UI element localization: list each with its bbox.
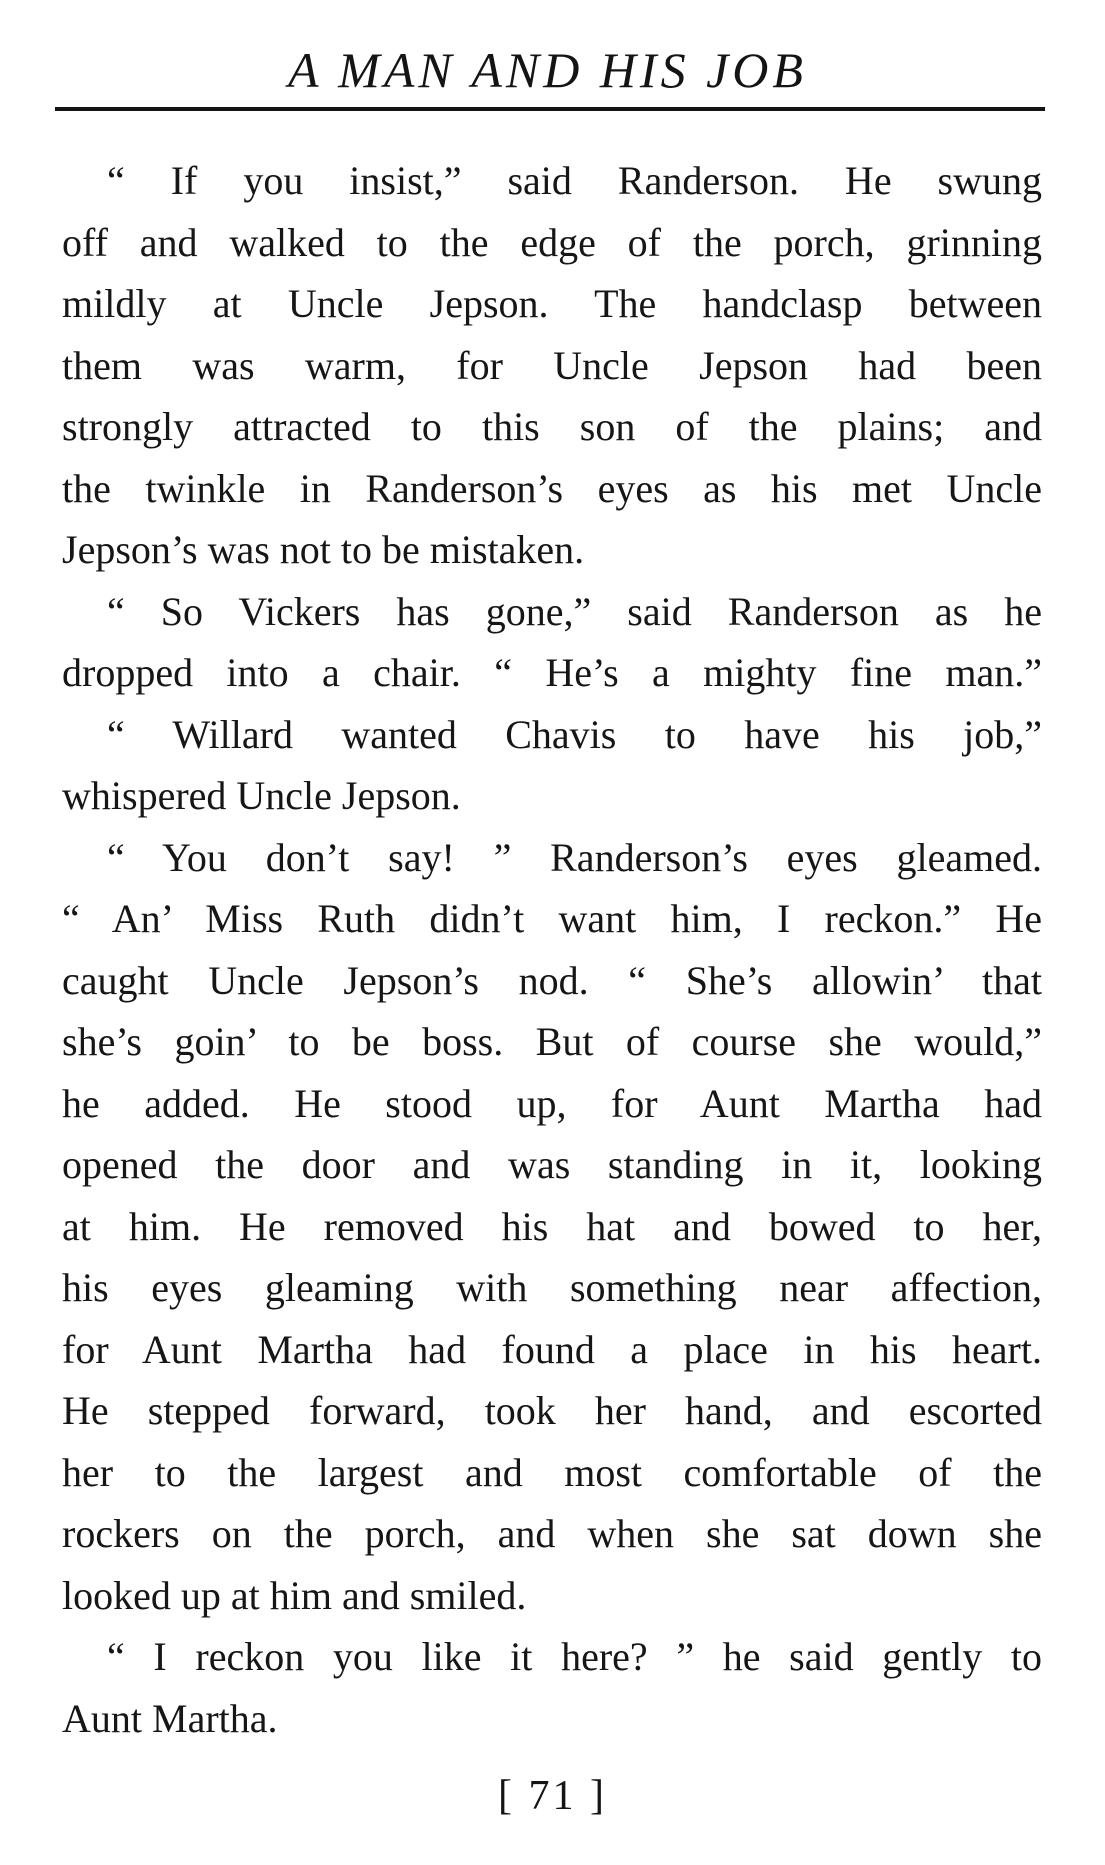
text-line: “ So Vickers has gone,” said Randerson as he [107,588,1042,634]
text-line: mildly at Uncle Jepson. The handclasp between [62,281,1042,326]
text-line: she’s goin’ to be boss. But of course she would,” [62,1019,1042,1064]
header-rule [55,107,1045,111]
text-line: them was warm, for Uncle Jepson had been [62,342,1042,388]
page-number: [ 71 ] [498,1773,607,1819]
text-line: “ You don’t say! ” Randerson’s eyes gleamed. [107,834,1042,880]
text-line: off and walked to the edge of the porch, grinning [62,219,1042,265]
text-line: for Aunt Martha had found a place in his heart. [62,1326,1042,1372]
paragraph [62,581,1042,704]
text-line: rockers on the porch, and when she sat down she [62,1511,1042,1556]
running-head: A MAN AND HIS JOB [288,42,807,98]
paragraph [62,1626,1042,1749]
text-line: Aunt Martha. [62,1695,278,1741]
text-line: “ An’ Miss Ruth didn’t want him, I reckon.” He [62,896,1042,941]
text-line: her to the largest and most comfortable of the [62,1449,1042,1495]
text-line: “ Willard wanted Chavis to have his job,” [107,711,1042,757]
text-line: looked up at him and smiled. [62,1572,527,1618]
text-line: his eyes gleaming with something near affection, [62,1265,1042,1310]
text-line: caught Uncle Jepson’s nod. “ She’s allowin’ that [62,957,1042,1003]
text-line: he added. He stood up, for Aunt Martha had [62,1080,1042,1126]
text-line: “ If you insist,” said Randerson. He swung [107,158,1042,203]
text-line: whispered Uncle Jepson. [62,773,461,818]
paragraph [62,704,1042,827]
text-line: opened the door and was standing in it, looking [62,1142,1042,1187]
text-line: at him. He removed his hat and bowed to her, [62,1203,1042,1249]
text-line: He stepped forward, took her hand, and escorted [62,1388,1042,1433]
text-line: Jepson’s was not to be mistaken. [62,527,585,572]
text-line: the twinkle in Randerson’s eyes as his met Uncle [62,465,1042,511]
text-line: strongly attracted to this son of the plains; and [62,404,1042,449]
paragraph [62,150,1042,581]
text-line: dropped into a chair. “ He’s a mighty fine man.” [62,650,1042,695]
body-text [62,150,1042,1749]
text-line: “ I reckon you like it here? ” he said gently to [107,1634,1042,1679]
paragraph [62,827,1042,1627]
